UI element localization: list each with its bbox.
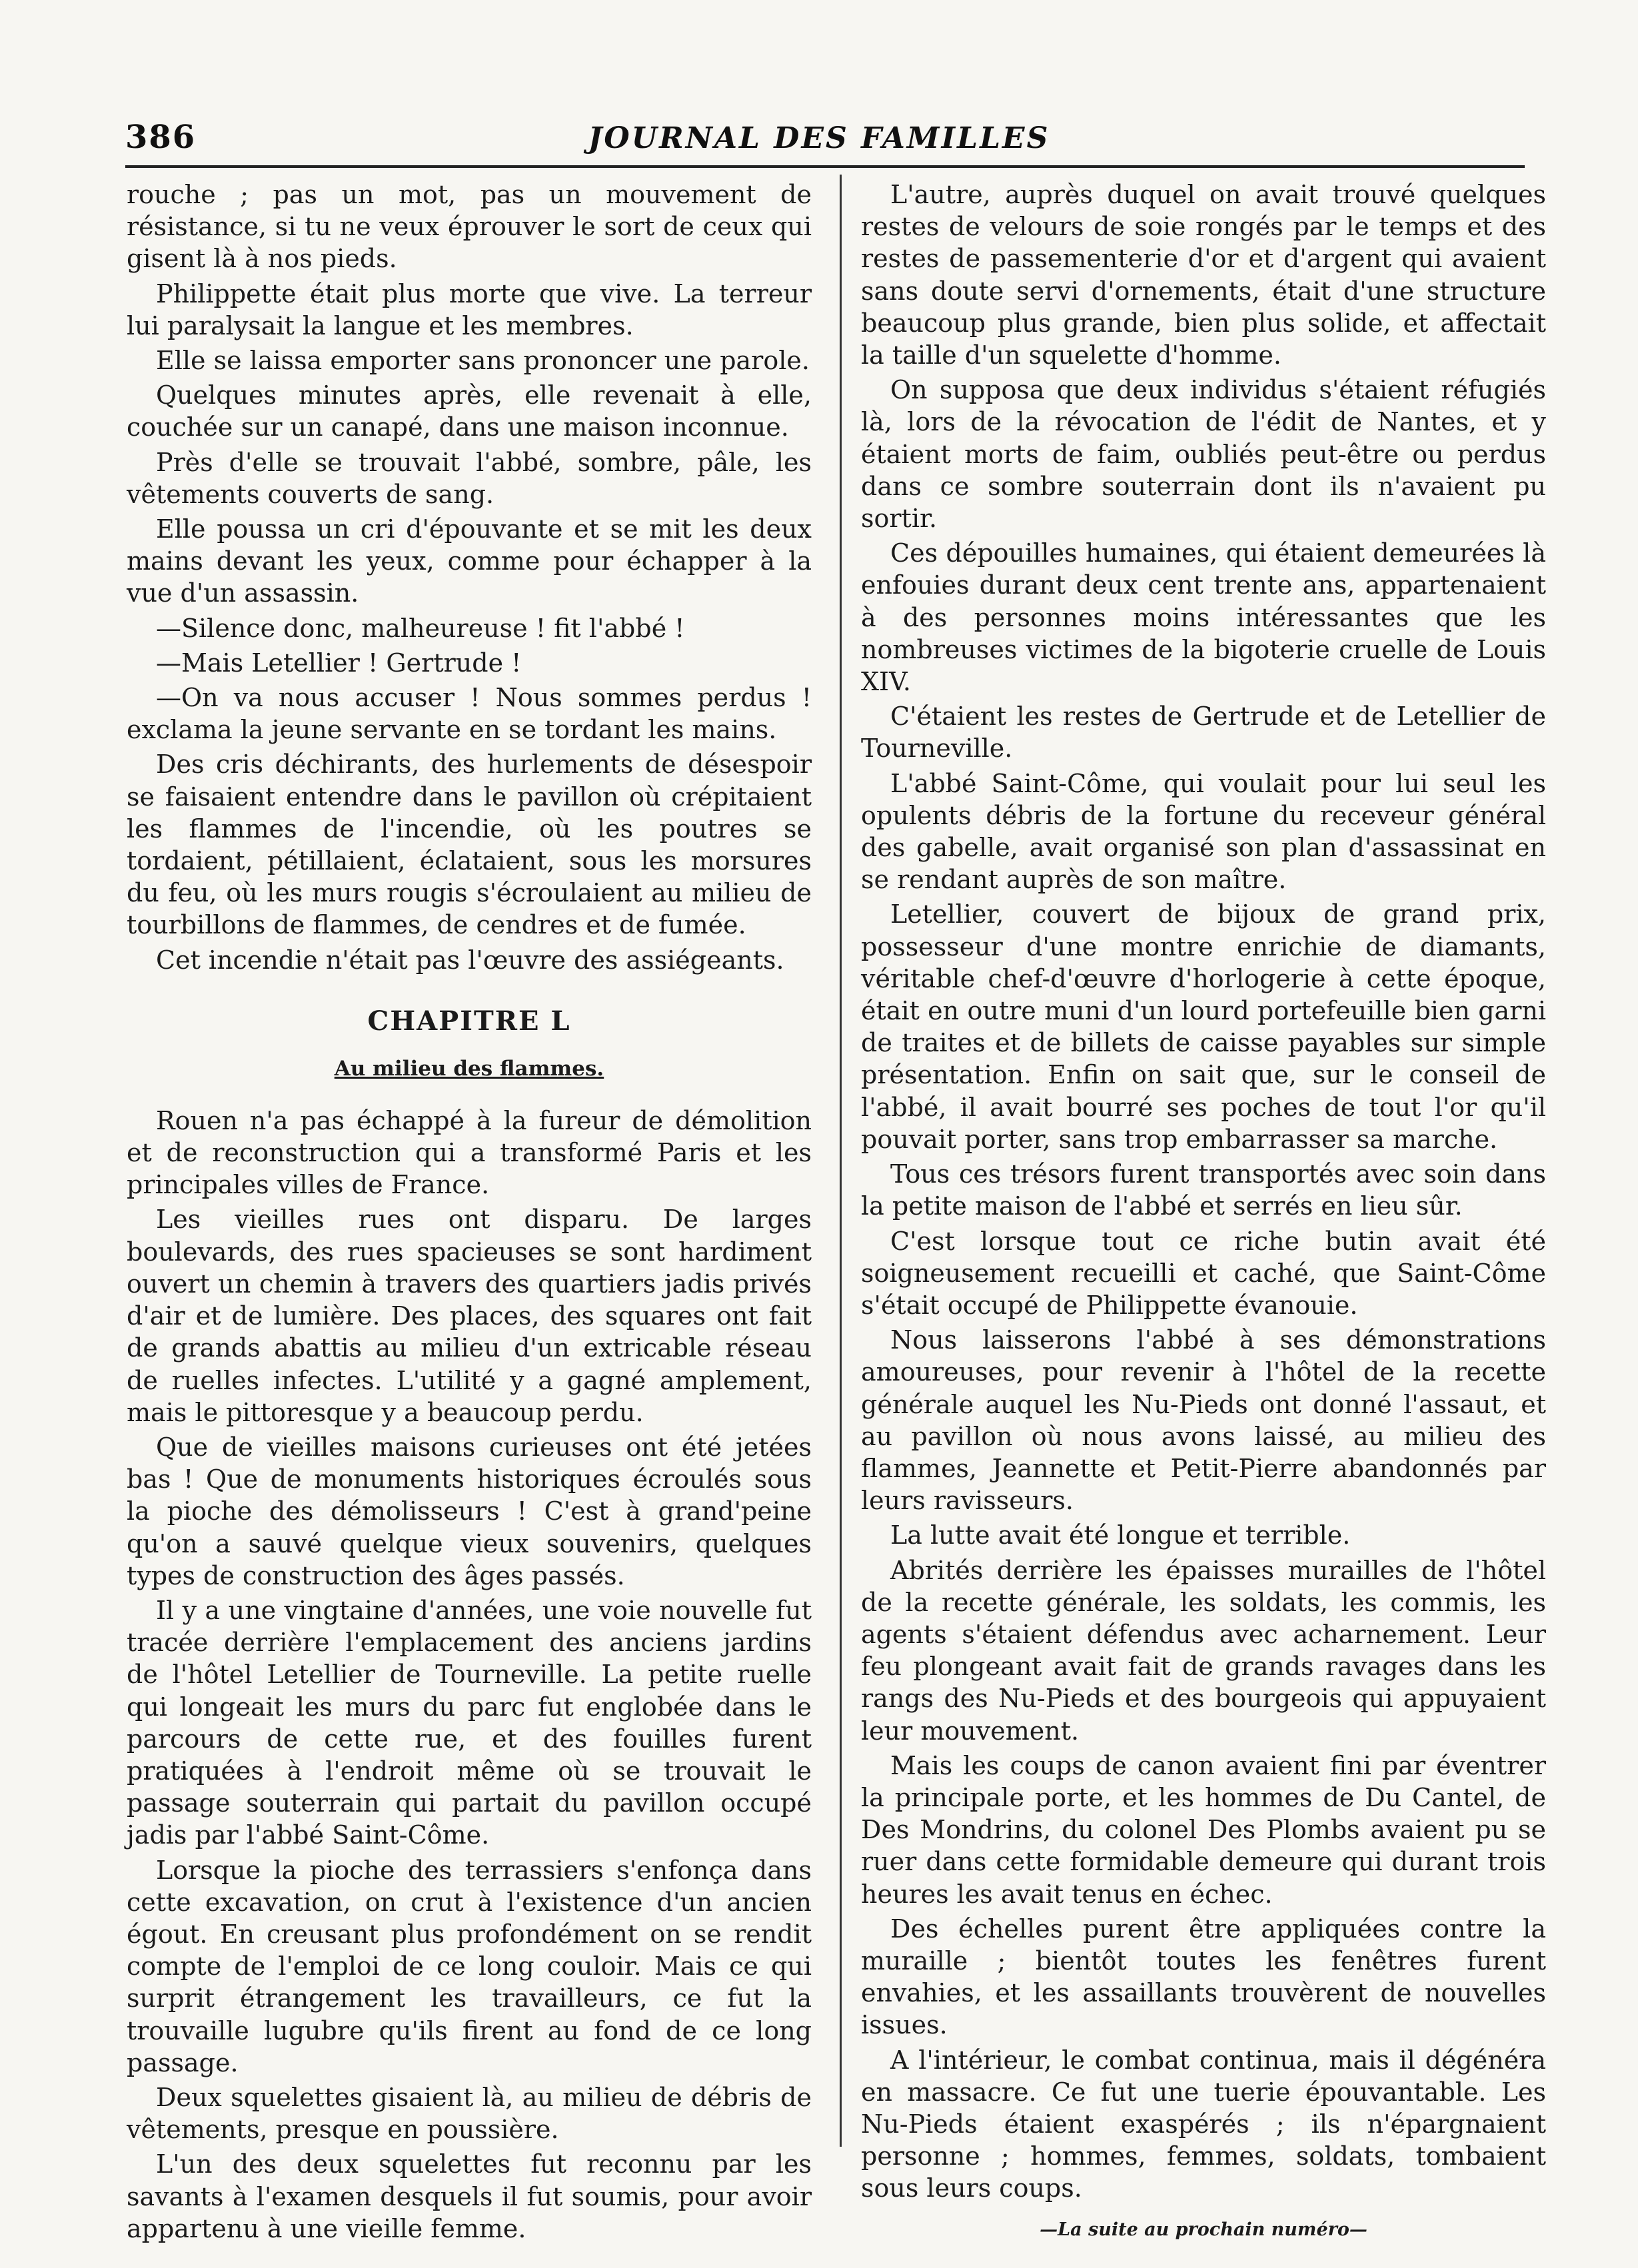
paragraph: rouche ; pas un mot, pas un mouvement de résistance, si tu ne veux éprouver le sort de ceux qui gisent là à nos pieds.: [127, 180, 812, 274]
header-rule: [125, 165, 1525, 168]
chapter-subtitle: Au milieu des flammes.: [334, 1056, 604, 1081]
paragraph: Près d'elle se trouvait l'abbé, sombre, pâle, les vêtements couverts de sang.: [127, 447, 812, 509]
paragraph: Lorsque la pioche des terrassiers s'enfonça dans cette excavation, on crut à l'existence d'un ancien égout. En creusant plus profondément on se rendit compte de l'emploi de ce long couloir. Mais ce qui surprit étrangement les travailleurs, ce fut la trouvaille lugubre qu'ils firent au fond de ce long passage.: [127, 1855, 812, 2077]
paragraph: La lutte avait été longue et terrible.: [890, 1520, 1351, 1550]
dialogue-line: —On va nous accuser ! Nous sommes perdus ! exclama la jeune servante en se tordant les mains.: [127, 683, 812, 745]
paragraph: Elle se laissa emporter sans prononcer une parole.: [156, 346, 810, 376]
paragraph: Cet incendie n'était pas l'œuvre des assiégeants.: [156, 945, 784, 975]
paragraph: L'abbé Saint-Côme, qui voulait pour lui seul les opulents débris de la fortune du receveur général des gabelle, avait organisé son plan d'assassinat en se rendant auprès de son maître.: [861, 768, 1546, 895]
paragraph: Il y a une vingtaine d'années, une voie nouvelle fut tracée derrière l'emplacement des anciens jardins de l'hôtel Letellier de Tourneville. La petite ruelle qui longeait les murs du parc fut englobée dans le parcours de cette rue, et des fouilles furent pratiquées à l'endroit même où se trouvait le passage souterrain qui partait du pavillon occupé jadis par l'abbé Saint-Côme.: [127, 1595, 812, 1850]
paragraph: C'est lorsque tout ce riche butin avait été soigneusement recueilli et caché, que Saint-Côme s'était occupé de Philippette évanouie.: [861, 1226, 1546, 1320]
paragraph: Letellier, couvert de bijoux de grand prix, possesseur d'une montre enrichie de diamants, véritable chef-d'œuvre d'horlogerie à cette époque, était en outre muni d'un lourd portefeuille bien garni de traites et de billets de caisse payables sur simple présentation. Enfin on sait que, sur le conseil de l'abbé, il avait bourré ses poches de tout l'or qu'il pouvait porter, sans trop embarrasser sa marche.: [861, 899, 1546, 1154]
paragraph: Des échelles purent être appliquées contre la muraille ; bientôt toutes les fenêtres furent envahies, et les assaillants trouvèrent de nouvelles issues.: [861, 1914, 1546, 2040]
column-divider: [840, 175, 842, 2147]
paragraph: C'étaient les restes de Gertrude et de Letellier de Tourneville.: [861, 702, 1546, 764]
paragraph: Quelques minutes après, elle revenait à elle, couchée sur un canapé, dans une maison inconnue.: [127, 380, 812, 442]
paragraph: Mais les coups de canon avaient fini par éventrer la principale porte, et les hommes de Du Cantel, de Des Mondrins, du colonel Des Plombs avaient pu se ruer dans cette formidable demeure qui durant trois heures les avait tenus en échec.: [861, 1750, 1546, 1909]
paragraph: A l'intérieur, le combat continua, mais il dégénéra en massacre. Ce fut une tuerie épouvantable. Les Nu-Pieds étaient exaspérés ; ils n'épargnaient personne ; hommes, femmes, soldats, tombaient sous leurs coups.: [861, 2045, 1546, 2203]
chapter-title: CHAPITRE L: [367, 1005, 571, 1037]
page-number: 386: [125, 119, 197, 156]
paragraph: Ces dépouilles humaines, qui étaient demeurées là enfouies durant deux cent trente ans, appartenaient à des personnes moins intéressantes que les nombreuses victimes de la bigoterie cruelle de Louis XIV.: [861, 538, 1546, 697]
paragraph: Philippette était plus morte que vive. La terreur lui paralysait la langue et les membres.: [127, 279, 812, 340]
paragraph: L'autre, auprès duquel on avait trouvé quelques restes de velours de soie rongés par le temps et des restes de passementerie d'or et d'argent qui avaient sans doute servi d'ornements, était d'une structure beaucoup plus grande, bien plus solide, et affectait la taille d'un squelette d'homme.: [861, 180, 1546, 370]
running-title: JOURNAL DES FAMILLES: [588, 121, 1050, 155]
right-column: [861, 179, 1546, 2240]
paragraph: L'un des deux squelettes fut reconnu par les savants à l'examen desquels il fut soumis, pour avoir appartenu à une vieille femme.: [127, 2149, 812, 2243]
dialogue-line: —Mais Letellier ! Gertrude !: [156, 648, 522, 678]
paragraph: Des cris déchirants, des hurlements de désespoir se faisaient entendre dans le pavillon où crépitaient les flammes de l'incendie, où les poutres se tordaient, pétillaient, éclataient, sous les morsures du feu, où les murs rougis s'écroulaient au milieu de tourbillons de flammes, de cendres et de fumée.: [127, 750, 812, 940]
paragraph: Elle poussa un cri d'épouvante et se mit les deux mains devant les yeux, comme pour échapper à la vue d'un assassin.: [127, 514, 812, 608]
continued-note: —La suite au prochain numéro—: [1040, 2219, 1367, 2240]
left-column: [127, 179, 812, 2243]
paragraph: On supposa que deux individus s'étaient réfugiés là, lors de la révocation de l'édit de Nantes, et y étaient morts de faim, oubliés peut-être ou perdus dans ce sombre souterrain dont ils n'avaient pu sortir.: [861, 375, 1546, 534]
paragraph: Deux squelettes gisaient là, au milieu de débris de vêtements, presque en poussière.: [127, 2082, 812, 2145]
paragraph: Abrités derrière les épaisses murailles de l'hôtel de la recette générale, les soldats, les commis, les agents s'étaient défendus avec acharnement. Leur feu plongeant avait fait de grands ravages dans les rangs des Nu-Pieds et des bourgeois qui appuyaient leur mouvement.: [861, 1555, 1546, 1746]
paragraph: Les vieilles rues ont disparu. De larges boulevards, des rues spacieuses se sont hardiment ouvert un chemin à travers des quartiers jadis privés d'air et de lumière. Des places, des squares ont fait de grands abattis au milieu d'un extricable réseau de ruelles infectes. L'utilité y a gagné amplement, mais le pittoresque y a beaucoup perdu.: [127, 1205, 812, 1427]
dialogue-line: —Silence donc, malheureuse ! fit l'abbé !: [156, 613, 685, 643]
paragraph: Que de vieilles maisons curieuses ont été jetées bas ! Que de monuments historiques écroulés sous la pioche des démolisseurs ! C'est à grand'peine qu'on a sauvé quelque vieux souvenirs, quelques types de construction des âges passés.: [127, 1432, 812, 1590]
paragraph: Tous ces trésors furent transportés avec soin dans la petite maison de l'abbé et serrés en lieu sûr.: [861, 1159, 1546, 1221]
paragraph: Rouen n'a pas échappé à la fureur de démolition et de reconstruction qui a transformé Paris et les principales villes de France.: [127, 1105, 812, 1200]
paragraph: Nous laisserons l'abbé à ses démonstrations amoureuses, pour revenir à l'hôtel de la recette générale auquel les Nu-Pieds ont donné l'assaut, et au pavillon où nous avons laissé, au milieu des flammes, Jeannette et Petit-Pierre abandonnés par leurs ravisseurs.: [861, 1325, 1546, 1516]
